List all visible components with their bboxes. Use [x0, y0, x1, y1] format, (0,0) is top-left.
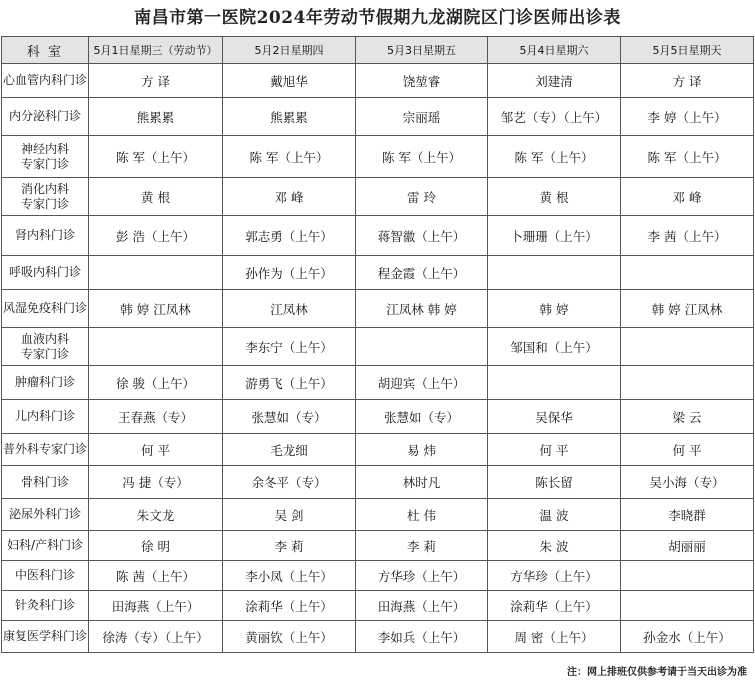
table-row — [2, 98, 754, 136]
doctor-cell: 邓 峰 — [621, 178, 754, 216]
table-row — [2, 466, 754, 499]
table-row — [2, 400, 754, 434]
department-cell — [2, 499, 89, 531]
doctor-cell: 韩 婷 江凤林 — [621, 290, 754, 328]
doctor-cell: 徐涛（专）（上午） — [89, 621, 223, 653]
department-cell — [2, 591, 89, 621]
department-label: 心血管内科门诊 — [2, 73, 87, 87]
doctor-cell: 温 波 — [488, 499, 621, 531]
footnote: 注：网上排班仅供参考请于当天出诊为准 — [567, 667, 747, 678]
doctor-cell: 冯 捷（专） — [89, 466, 223, 499]
table-row — [2, 256, 754, 290]
doctor-cell: 王春燕（专） — [89, 400, 223, 434]
doctor-cell: 孙金水（上午） — [621, 621, 754, 653]
department-label: 风湿免疫科门诊 — [2, 301, 87, 315]
doctor-cell: 田海燕（上午） — [356, 591, 488, 621]
doctor-cell: 黄丽钦（上午） — [223, 621, 356, 653]
doctor-cell — [89, 328, 223, 366]
doctor-cell: 方 译 — [89, 64, 223, 98]
doctor-cell — [488, 256, 621, 290]
department-cell — [2, 400, 89, 434]
department-cell — [2, 178, 89, 216]
department-cell — [2, 290, 89, 328]
doctor-cell: 胡迎宾（上午） — [356, 366, 488, 400]
doctor-cell: 熊累累 — [89, 98, 223, 136]
department-label: 中医科门诊 — [14, 568, 75, 582]
department-label: 消化内科 — [20, 181, 69, 196]
department-label: 泌尿外科门诊 — [8, 507, 81, 521]
doctor-cell — [621, 328, 754, 366]
doctor-cell: 陈 军（上午） — [621, 136, 754, 178]
doctor-cell: 朱文龙 — [89, 499, 223, 531]
doctor-cell — [621, 591, 754, 621]
doctor-cell: 李晓群 — [621, 499, 754, 531]
department-label: 专家门诊 — [20, 156, 69, 171]
day-column-header: 5月2日星期四 — [223, 37, 356, 64]
doctor-cell — [621, 256, 754, 290]
department-cell — [2, 621, 89, 653]
table-row — [2, 434, 754, 466]
table-row — [2, 328, 754, 366]
table-row — [2, 366, 754, 400]
department-label: 内分泌科门诊 — [8, 109, 81, 123]
doctor-cell: 邓 峰 — [223, 178, 356, 216]
doctor-cell: 李东宁（上午） — [223, 328, 356, 366]
department-label: 妇科/产科门诊 — [6, 538, 84, 552]
table-row — [2, 561, 754, 591]
table-row — [2, 178, 754, 216]
doctor-cell: 周 密（上午） — [488, 621, 621, 653]
department-cell — [2, 434, 89, 466]
doctor-cell: 郭志勇（上午） — [223, 216, 356, 256]
doctor-cell: 邹国和（上午） — [488, 328, 621, 366]
doctor-cell: 韩 婷 — [488, 290, 621, 328]
doctor-cell: 陈 军（上午） — [223, 136, 356, 178]
doctor-cell: 李 莉 — [356, 531, 488, 561]
doctor-cell: 卜珊珊（上午） — [488, 216, 621, 256]
doctor-cell: 毛龙细 — [223, 434, 356, 466]
department-cell — [2, 366, 89, 400]
department-cell — [2, 136, 89, 178]
page-title: 南昌市第一医院2024年劳动节假期九龙湖院区门诊医师出诊表 — [134, 8, 621, 28]
doctor-cell: 方华珍（上午） — [356, 561, 488, 591]
department-cell — [2, 561, 89, 591]
doctor-cell: 吴 剑 — [223, 499, 356, 531]
doctor-cell: 李 婷（上午） — [621, 98, 754, 136]
table-row — [2, 621, 754, 653]
doctor-cell: 彭 浩（上午） — [89, 216, 223, 256]
table-row — [2, 591, 754, 621]
doctor-cell: 江凤林 — [223, 290, 356, 328]
department-cell — [2, 216, 89, 256]
department-label: 普外科专家门诊 — [2, 442, 87, 456]
doctor-cell — [488, 366, 621, 400]
department-label: 骨科门诊 — [20, 474, 69, 489]
department-cell — [2, 64, 89, 98]
table-row — [2, 216, 754, 256]
day-column-header: 5月5日星期天 — [621, 37, 754, 64]
table-row — [2, 499, 754, 531]
doctor-cell: 余冬平（专） — [223, 466, 356, 499]
doctor-cell: 梁 云 — [621, 400, 754, 434]
doctor-cell: 胡丽丽 — [621, 531, 754, 561]
department-label: 血液内科 — [20, 331, 69, 346]
table-row — [2, 136, 754, 178]
doctor-cell: 宗丽瑶 — [356, 98, 488, 136]
doctor-cell: 程金霞（上午） — [356, 256, 488, 290]
doctor-cell: 游勇飞（上午） — [223, 366, 356, 400]
doctor-cell: 方华珍（上午） — [488, 561, 621, 591]
doctor-cell: 孙作为（上午） — [223, 256, 356, 290]
department-label: 肿瘤科门诊 — [14, 375, 75, 389]
schedule-table — [1, 36, 754, 653]
department-cell — [2, 256, 89, 290]
doctor-cell: 朱 波 — [488, 531, 621, 561]
doctor-cell: 何 平 — [89, 434, 223, 466]
department-label: 专家门诊 — [20, 346, 69, 361]
day-column-header: 5月3日星期五 — [356, 37, 488, 64]
doctor-cell: 李小凤（上午） — [223, 561, 356, 591]
doctor-cell: 李 莉 — [223, 531, 356, 561]
doctor-cell: 陈 茜（上午） — [89, 561, 223, 591]
doctor-cell: 黄 根 — [488, 178, 621, 216]
doctor-cell: 蒋智徽（上午） — [356, 216, 488, 256]
department-cell — [2, 98, 89, 136]
doctor-cell: 涂莉华（上午） — [223, 591, 356, 621]
doctor-cell: 吴保华 — [488, 400, 621, 434]
doctor-cell — [621, 366, 754, 400]
doctor-cell: 陈长留 — [488, 466, 621, 499]
doctor-cell: 方 译 — [621, 64, 754, 98]
doctor-cell: 杜 伟 — [356, 499, 488, 531]
doctor-cell: 何 平 — [621, 434, 754, 466]
doctor-cell: 邹艺（专）（上午） — [488, 98, 621, 136]
doctor-cell: 张慧如（专） — [356, 400, 488, 434]
department-label: 神经内科 — [20, 141, 69, 156]
table-row — [2, 531, 754, 561]
doctor-cell: 林时凡 — [356, 466, 488, 499]
doctor-cell: 陈 军（上午） — [89, 136, 223, 178]
doctor-cell: 韩 婷 江凤林 — [89, 290, 223, 328]
doctor-cell: 李 茜（上午） — [621, 216, 754, 256]
doctor-cell: 陈 军（上午） — [488, 136, 621, 178]
department-cell — [2, 466, 89, 499]
doctor-cell: 黄 根 — [89, 178, 223, 216]
department-label: 呼吸内科门诊 — [8, 265, 81, 279]
doctor-cell: 田海燕（上午） — [89, 591, 223, 621]
doctor-cell: 徐 明 — [89, 531, 223, 561]
doctor-cell — [89, 256, 223, 290]
day-column-header: 5月1日星期三（劳动节） — [89, 37, 223, 64]
day-column-header: 5月4日星期六 — [488, 37, 621, 64]
doctor-cell: 雷 玲 — [356, 178, 488, 216]
dept-column-header: 科 室 — [2, 37, 89, 64]
table-row — [2, 290, 754, 328]
doctor-cell: 易 炜 — [356, 434, 488, 466]
doctor-cell: 陈 军（上午） — [356, 136, 488, 178]
department-cell — [2, 531, 89, 561]
doctor-cell: 刘建清 — [488, 64, 621, 98]
department-label: 儿内科门诊 — [14, 409, 75, 423]
doctor-cell — [356, 328, 488, 366]
table-row — [2, 64, 754, 98]
doctor-cell: 张慧如（专） — [223, 400, 356, 434]
doctor-cell: 李如兵（上午） — [356, 621, 488, 653]
department-label: 专家门诊 — [20, 196, 69, 211]
doctor-cell — [621, 561, 754, 591]
doctor-cell: 徐 骏（上午） — [89, 366, 223, 400]
department-label: 肾内科门诊 — [14, 228, 75, 242]
doctor-cell: 饶堃睿 — [356, 64, 488, 98]
doctor-cell: 戴旭华 — [223, 64, 356, 98]
doctor-cell: 熊累累 — [223, 98, 356, 136]
doctor-cell: 涂莉华（上午） — [488, 591, 621, 621]
department-label: 针灸科门诊 — [14, 598, 75, 612]
doctor-cell: 何 平 — [488, 434, 621, 466]
department-label: 康复医学科门诊 — [2, 629, 87, 643]
doctor-cell: 吴小海（专） — [621, 466, 754, 499]
doctor-cell: 江凤林 韩 婷 — [356, 290, 488, 328]
department-cell — [2, 328, 89, 366]
header-row — [2, 37, 754, 64]
